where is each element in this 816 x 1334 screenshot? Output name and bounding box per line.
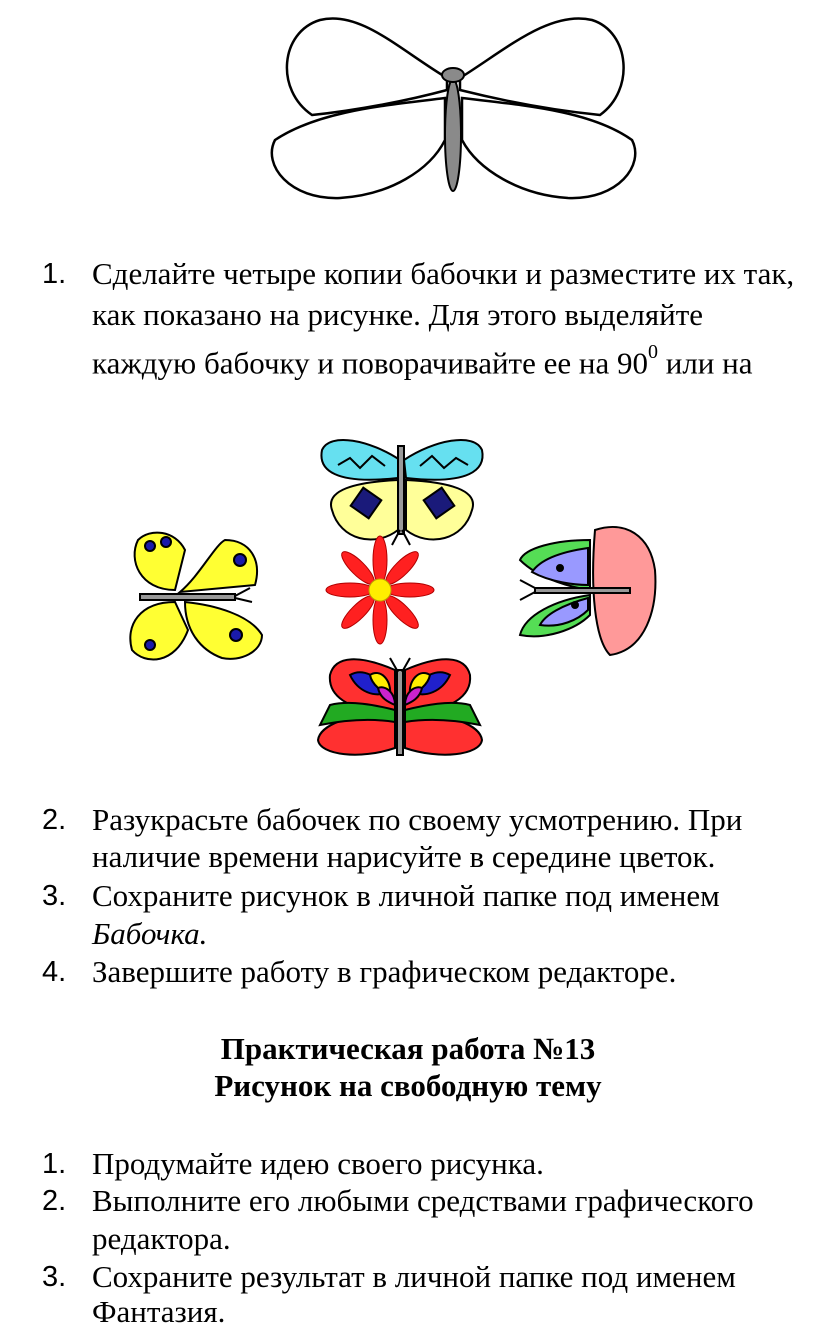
p-task3-line2: Фантазия. — [92, 1294, 226, 1329]
lower-left-wing — [272, 98, 445, 198]
p-task1-line1: Продумайте идею своего рисунка. — [92, 1146, 544, 1181]
practical-subtitle: Рисунок на свободную тему — [214, 1068, 602, 1103]
task1-line3 — [92, 337, 752, 382]
left-butterfly — [130, 533, 262, 660]
task2-line1: Разукрасьте бабочек по своему усмотрению. При — [92, 802, 743, 837]
top-butterfly — [321, 440, 482, 545]
task1-number: 1. — [42, 258, 67, 290]
task1-line3-end: или на — [657, 345, 753, 381]
outline-butterfly-illustration — [0, 0, 816, 230]
p-task3-line1: Сохраните результат в личной папке под именем — [92, 1259, 736, 1294]
task2-number: 2. — [42, 804, 67, 836]
p-task2-number: 2. — [42, 1185, 67, 1217]
butterflies-arrangement-illustration — [0, 430, 816, 770]
p-task2-line2: редактора. — [92, 1221, 231, 1256]
task4-line1: Завершите работу в графическом редакторе. — [92, 954, 677, 989]
task1-line2: как показано на рисунке. Для этого выделяйте — [92, 297, 704, 332]
p-task3-number: 3. — [42, 1261, 67, 1293]
task3-line2: Бабочка. — [92, 916, 208, 951]
butterfly-body — [445, 79, 461, 191]
bottom-butterfly — [318, 658, 482, 755]
task2-line2: наличие времени нарисуйте в середине цветок. — [92, 839, 716, 874]
task3-line1: Сохраните рисунок в личной папке под именем — [92, 878, 720, 913]
center-flower — [326, 536, 434, 644]
task1-line1: Сделайте четыре копии бабочки и разместите их так, — [92, 256, 795, 291]
right-butterfly — [520, 527, 655, 655]
degree-superscript: 0 — [647, 341, 658, 363]
practical-title: Практическая работа №13 — [220, 1031, 596, 1066]
task1-line3-text: каждую бабочку и поворачивайте ее на 90 — [92, 345, 648, 381]
task3-number: 3. — [42, 880, 67, 912]
butterfly-head — [442, 68, 464, 82]
p-task2-line1: Выполните его любыми средствами графического — [92, 1183, 754, 1218]
p-task1-number: 1. — [42, 1148, 67, 1180]
task4-number: 4. — [42, 956, 67, 988]
lower-right-wing — [462, 98, 635, 198]
